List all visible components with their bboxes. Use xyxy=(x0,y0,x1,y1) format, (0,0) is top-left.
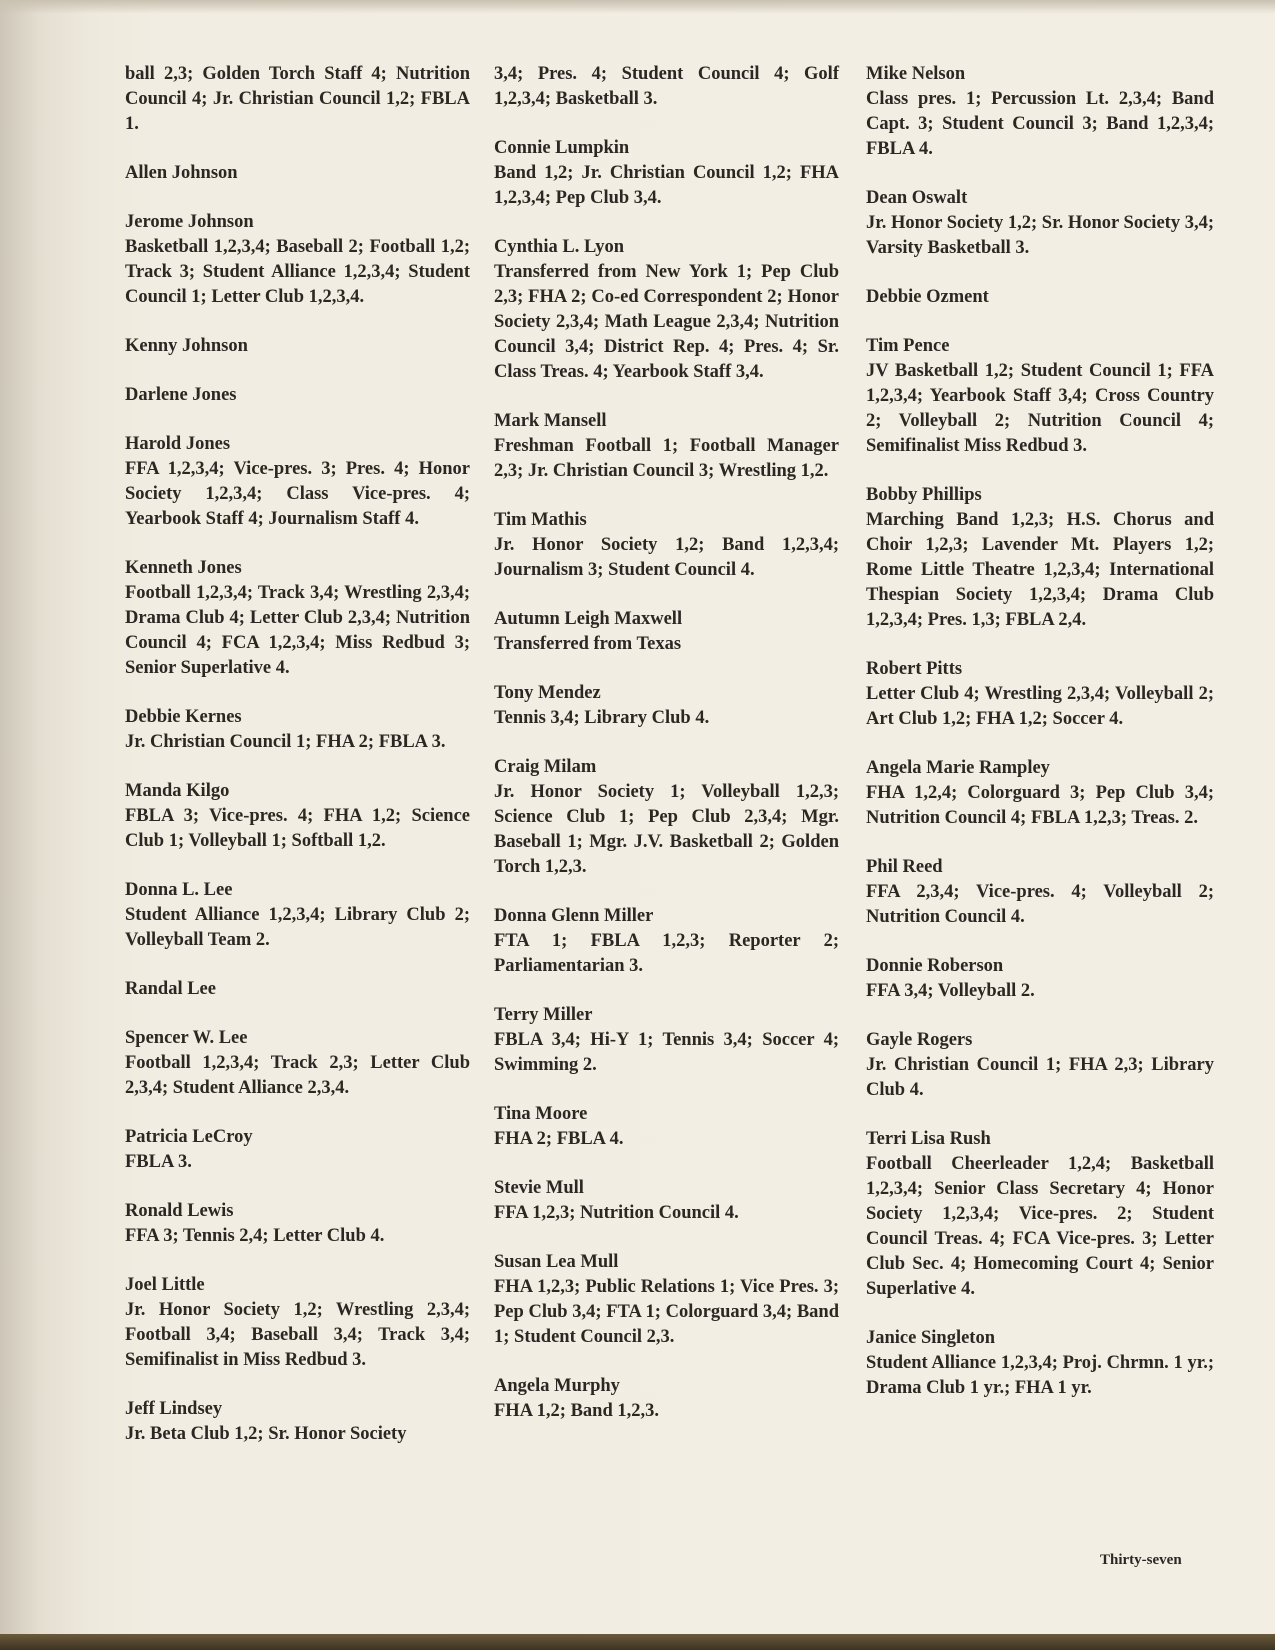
entry-name: Jeff Lindsey xyxy=(125,1399,223,1419)
entry-name: Bobby Phillips xyxy=(866,485,982,505)
entry-name: Robert Pitts xyxy=(866,659,963,679)
entry-desc: Marching Band 1,2,3; H.S. Chorus and Choir 1,2,3; Lavender Mt. Players 1,2; Rome Little Theatre 1,2,3,4; International Thespian Society 1,2,3,4; Drama Club 1,2,3,4; Pres. 1,3; FBLA 2,4. xyxy=(866,510,1214,630)
entry-desc: Letter Club 4; Wrestling 2,3,4; Volleyball 2; Art Club 1,2; FHA 1,2; Soccer 4. xyxy=(866,684,1214,729)
entry xyxy=(494,136,839,211)
entry-desc: FBLA 3. xyxy=(125,1152,192,1172)
entry-desc: FBLA 3; Vice-pres. 4; FHA 1,2; Science Club 1; Volleyball 1; Softball 1,2. xyxy=(125,806,470,851)
entry-name: Tim Mathis xyxy=(494,510,587,530)
entry-name: Craig Milam xyxy=(494,757,597,777)
entry-name: Randal Lee xyxy=(125,979,216,999)
entry xyxy=(494,409,839,484)
entry-desc: Football 1,2,3,4; Track 2,3; Letter Club 2,3,4; Student Alliance 2,3,4. xyxy=(125,1053,470,1098)
entry-name: Angela Marie Rampley xyxy=(866,758,1050,778)
entry xyxy=(866,1326,1214,1401)
entry xyxy=(494,1250,839,1350)
entry-desc: Football 1,2,3,4; Track 3,4; Wrestling 2,3,4; Drama Club 4; Letter Club 2,3,4; Nutrition Council 4; FCA 1,2,3,4; Miss Redbud 3; Senior Superlative 4. xyxy=(125,583,470,678)
entry-desc: ball 2,3; Golden Torch Staff 4; Nutrition Council 4; Jr. Christian Council 1,2; FBLA 1. xyxy=(125,64,470,134)
entry-name: Kenny Johnson xyxy=(125,336,248,356)
entry xyxy=(866,1127,1214,1302)
entry-desc: Student Alliance 1,2,3,4; Library Club 2; Volleyball Team 2. xyxy=(125,905,470,950)
entry-name: Mike Nelson xyxy=(866,64,966,84)
entry xyxy=(125,705,470,755)
entry-name: Terri Lisa Rush xyxy=(866,1129,991,1149)
entry xyxy=(494,235,839,385)
entry xyxy=(866,483,1214,633)
entry-name: Tony Mendez xyxy=(494,683,601,703)
entry-name: Debbie Ozment xyxy=(866,287,989,307)
entry-name: Donnie Roberson xyxy=(866,956,1004,976)
entry xyxy=(494,1003,839,1078)
entry-name: Donna Glenn Miller xyxy=(494,906,654,926)
entry-name: Donna L. Lee xyxy=(125,880,233,900)
entry-desc: Student Alliance 1,2,3,4; Proj. Chrmn. 1 yr.; Drama Club 1 yr.; FHA 1 yr. xyxy=(866,1353,1214,1398)
page-number: Thirty-seven xyxy=(1100,1552,1182,1568)
entry-desc: Jr. Christian Council 1; FHA 2,3; Library Club 4. xyxy=(866,1055,1214,1100)
entry-name: Gayle Rogers xyxy=(866,1030,973,1050)
entry-name: Manda Kilgo xyxy=(125,781,230,801)
entry-desc: JV Basketball 1,2; Student Council 1; FFA 1,2,3,4; Yearbook Staff 3,4; Cross Country 2; Volleyball 2; Nutrition Council 4; Semifinalist Miss Redbud 3. xyxy=(866,361,1214,456)
entry-name: Cynthia L. Lyon xyxy=(494,237,625,257)
entry xyxy=(866,855,1214,930)
entry-continued xyxy=(494,62,839,112)
entry-desc: Freshman Football 1; Football Manager 2,3; Jr. Christian Council 3; Wrestling 1,2. xyxy=(494,436,839,481)
entry-desc: Jr. Honor Society 1,2; Sr. Honor Society 3,4; Varsity Basketball 3. xyxy=(866,213,1214,258)
entry-desc: FHA 1,2; Band 1,2,3. xyxy=(494,1401,659,1421)
entry xyxy=(494,755,839,880)
entry xyxy=(125,1397,470,1447)
entry xyxy=(866,186,1214,261)
entry xyxy=(125,556,470,681)
entry xyxy=(866,62,1214,162)
entry-name: Susan Lea Mull xyxy=(494,1252,619,1272)
entry xyxy=(125,210,470,310)
entry-desc: Jr. Honor Society 1; Volleyball 1,2,3; Science Club 1; Pep Club 2,3,4; Mgr. Baseball 1; Mgr. J.V. Basketball 2; Golden Torch 1,2,3. xyxy=(494,782,839,877)
entry-desc: Class pres. 1; Percussion Lt. 2,3,4; Band Capt. 3; Student Council 3; Band 1,2,3,4; FBLA 4. xyxy=(866,89,1214,159)
entry-desc: FFA 2,3,4; Vice-pres. 4; Volleyball 2; Nutrition Council 4. xyxy=(866,882,1214,927)
entry xyxy=(125,432,470,532)
entry-desc: FFA 3; Tennis 2,4; Letter Club 4. xyxy=(125,1226,385,1246)
entry-name: Connie Lumpkin xyxy=(494,138,630,158)
entry-continued xyxy=(125,62,470,137)
entry-name: Ronald Lewis xyxy=(125,1201,234,1221)
entry xyxy=(125,977,470,1002)
column-2 xyxy=(494,62,839,1448)
entry xyxy=(125,1125,470,1175)
page-top-shadow xyxy=(0,0,1275,14)
entry-name: Stevie Mull xyxy=(494,1178,584,1198)
entry-name: Phil Reed xyxy=(866,857,943,877)
entry xyxy=(125,334,470,359)
entry-desc: Transferred from Texas xyxy=(494,634,682,654)
entry xyxy=(125,779,470,854)
entry xyxy=(494,1374,839,1424)
entry xyxy=(866,657,1214,732)
entry-desc: FFA 1,2,3,4; Vice-pres. 3; Pres. 4; Honor Society 1,2,3,4; Class Vice-pres. 4; Yearbook Staff 4; Journalism Staff 4. xyxy=(125,459,470,529)
entry-name: Harold Jones xyxy=(125,434,231,454)
entry xyxy=(866,334,1214,459)
entry xyxy=(125,383,470,408)
entry-name: Janice Singleton xyxy=(866,1328,995,1348)
entry xyxy=(494,681,839,731)
entry-desc: FHA 2; FBLA 4. xyxy=(494,1129,624,1149)
entry-desc: Tennis 3,4; Library Club 4. xyxy=(494,708,710,728)
entry-name: Dean Oswalt xyxy=(866,188,968,208)
entry xyxy=(494,904,839,979)
entry-name: Terry Miller xyxy=(494,1005,593,1025)
entry-desc: Jr. Beta Club 1,2; Sr. Honor Society xyxy=(125,1424,407,1444)
entry xyxy=(125,878,470,953)
entry-desc: FTA 1; FBLA 1,2,3; Reporter 2; Parliamentarian 3. xyxy=(494,931,839,976)
entry-desc: FFA 3,4; Volleyball 2. xyxy=(866,981,1035,1001)
entry-desc: Football Cheerleader 1,2,4; Basketball 1,2,3,4; Senior Class Secretary 4; Honor Society 1,2,3,4; Vice-pres. 2; Student Council Treas. 4; FCA Vice-pres. 3; Letter Club Sec. 4; Homecoming Court 4; Senior Superlative 4. xyxy=(866,1154,1214,1299)
entry xyxy=(125,1026,470,1101)
entry-name: Tina Moore xyxy=(494,1104,588,1124)
entry xyxy=(866,285,1214,310)
entry-desc: FBLA 3,4; Hi-Y 1; Tennis 3,4; Soccer 4; Swimming 2. xyxy=(494,1030,839,1075)
entry-desc: FHA 1,2,3; Public Relations 1; Vice Pres. 3; Pep Club 3,4; FTA 1; Colorguard 3,4; Band 1; Student Council 2,3. xyxy=(494,1277,839,1347)
entry-name: Joel Little xyxy=(125,1275,205,1295)
entry-desc: Transferred from New York 1; Pep Club 2,3; FHA 2; Co-ed Correspondent 2; Honor Society 2,3,4; Math League 2,3,4; Nutrition Council 3,4; District Rep. 4; Pres. 4; Sr. Class Treas. 4; Yearbook Staff 3,4. xyxy=(494,262,839,382)
column-1 xyxy=(125,62,470,1471)
entry xyxy=(866,756,1214,831)
entry-desc: Jr. Christian Council 1; FHA 2; FBLA 3. xyxy=(125,732,446,752)
entry xyxy=(125,1273,470,1373)
entry xyxy=(494,1102,839,1152)
entry-name: Autumn Leigh Maxwell xyxy=(494,609,683,629)
entry-desc: Basketball 1,2,3,4; Baseball 2; Football 1,2; Track 3; Student Alliance 1,2,3,4; Student Council 1; Letter Club 1,2,3,4. xyxy=(125,237,470,307)
entry xyxy=(494,508,839,583)
entry-name: Kenneth Jones xyxy=(125,558,242,578)
entry-name: Angela Murphy xyxy=(494,1376,620,1396)
entry-name: Allen Johnson xyxy=(125,163,238,183)
entry-desc: Jr. Honor Society 1,2; Wrestling 2,3,4; Football 3,4; Baseball 3,4; Track 3,4; Semifinalist in Miss Redbud 3. xyxy=(125,1300,470,1370)
entry-name: Debbie Kernes xyxy=(125,707,242,727)
entry-name: Tim Pence xyxy=(866,336,950,356)
entry-name: Mark Mansell xyxy=(494,411,607,431)
entry-desc: Band 1,2; Jr. Christian Council 1,2; FHA 1,2,3,4; Pep Club 3,4. xyxy=(494,163,839,208)
entry-desc: FFA 1,2,3; Nutrition Council 4. xyxy=(494,1203,739,1223)
entry xyxy=(125,161,470,186)
entry xyxy=(866,954,1214,1004)
entry-name: Spencer W. Lee xyxy=(125,1028,248,1048)
entry-name: Patricia LeCroy xyxy=(125,1127,253,1147)
entry-name: Jerome Johnson xyxy=(125,212,254,232)
entry xyxy=(866,1028,1214,1103)
entry xyxy=(494,1176,839,1226)
entry-name: Darlene Jones xyxy=(125,385,237,405)
entry xyxy=(125,1199,470,1249)
entry-desc: FHA 1,2,4; Colorguard 3; Pep Club 3,4; Nutrition Council 4; FBLA 1,2,3; Treas. 2. xyxy=(866,783,1214,828)
page-bottom-edge xyxy=(0,1634,1275,1650)
entry-desc: Jr. Honor Society 1,2; Band 1,2,3,4; Journalism 3; Student Council 4. xyxy=(494,535,839,580)
entry xyxy=(494,607,839,657)
column-3 xyxy=(866,62,1214,1425)
entry-desc: 3,4; Pres. 4; Student Council 4; Golf 1,2,3,4; Basketball 3. xyxy=(494,64,839,109)
